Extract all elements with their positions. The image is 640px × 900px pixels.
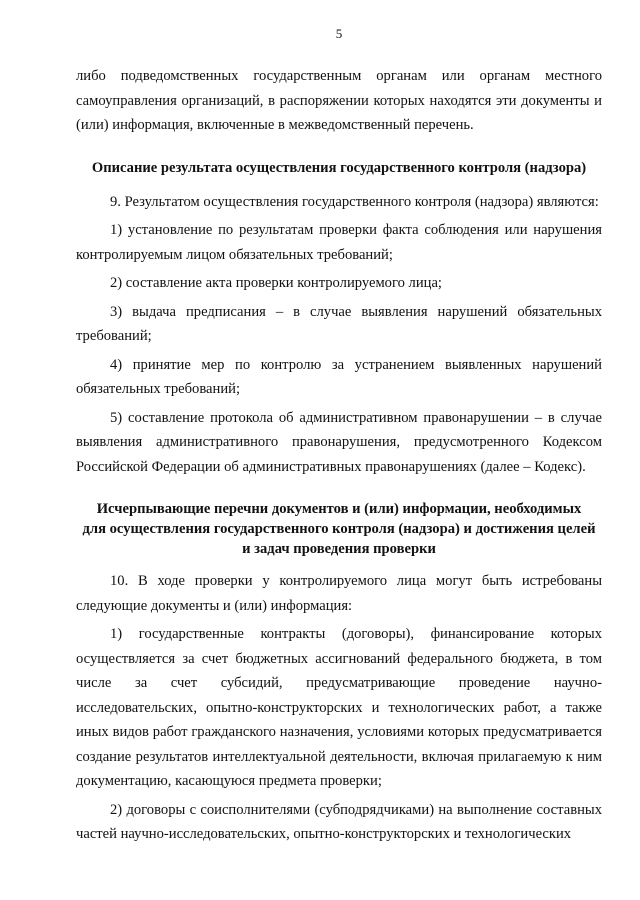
paragraph: 4) принятие мер по контролю за устранением выявленных нарушений обязательных требований; — [76, 356, 602, 397]
section-heading-result: Описание результата осуществления государственного контроля (надзора) — [91, 159, 587, 176]
paragraph: 1) государственные контракты (договоры), финансирование которых осуществляется за счет бюджетных ассигнований федерального бюджета, в том числе за счет субсидий, предусматривающие проведение научно-исследовательских, опытно-конструкторских и технологических работ, а также иных видов работ гражданского назначения, условиями которых предусматривается создание результатов интеллектуальной деятельности, включая прилагаемую к ним документацию, касающуюся предмета проверки; — [76, 626, 602, 789]
paragraph: 1) установление по результатам проверки факта соблюдения или нарушения контролируемым лицом обязательных требований; — [76, 222, 602, 263]
paragraph: 5) составление протокола об административном правонарушении – в случае выявления административного правонарушения, предусмотренного Кодексом Российской Федерации об административных правонарушениях (далее – Кодекс). — [76, 409, 602, 475]
paragraph-continuation: либо подведомственных государственным органам или органам местного самоуправления организаций, в распоряжении которых находятся эти документы и (или) информация, включенные в межведомственный перечень. — [76, 68, 602, 133]
heading-line: для осуществления государственного контроля (надзора) и достижения целей — [82, 521, 596, 537]
page-number: 5 — [335, 26, 343, 41]
paragraph: 9. Результатом осуществления государственного контроля (надзора) являются: — [110, 193, 599, 210]
paragraph: 3) выдача предписания – в случае выявления нарушений обязательных требований; — [76, 303, 602, 344]
paragraph: 2) договоры с соисполнителями (субподрядчиками) на выполнение составных частей научно-исследовательских, опытно-конструкторских и технологических — [76, 801, 602, 842]
section-heading-documents — [76, 499, 602, 559]
heading-line: и задач проведения проверки — [242, 541, 436, 557]
heading-line: Исчерпывающие перечни документов и (или) информации, необходимых — [96, 501, 582, 517]
paragraph: 2) составление акта проверки контролируемого лица; — [110, 275, 442, 291]
paragraph: 10. В ходе проверки у контролируемого лица могут быть истребованы следующие документы и (или) информация: — [76, 573, 602, 614]
